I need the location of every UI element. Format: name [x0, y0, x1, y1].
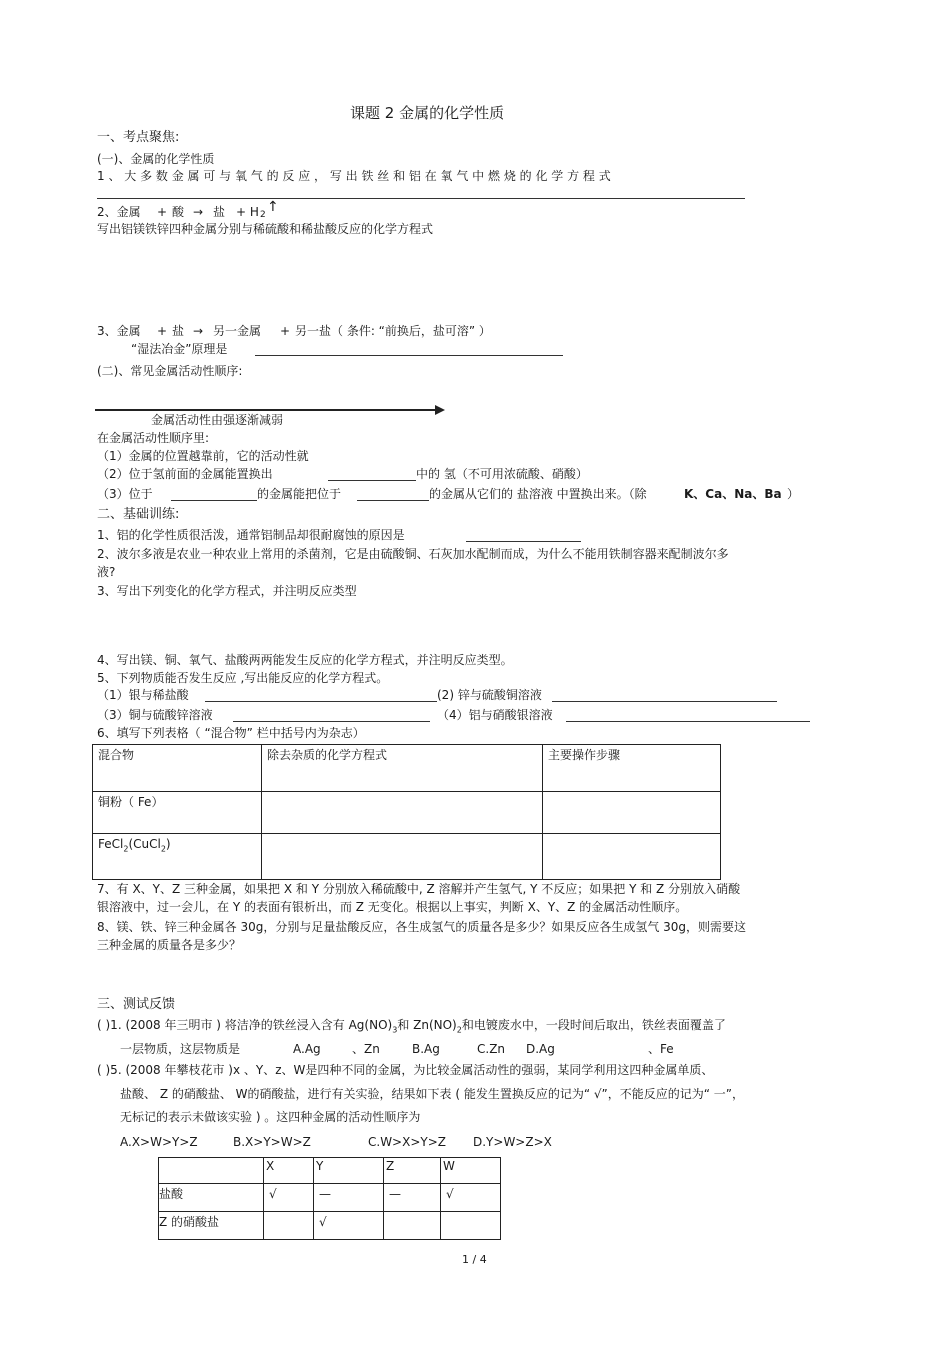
- arrow-head-icon: [435, 405, 445, 415]
- table-cell-empty: [543, 834, 721, 880]
- test-1-option-c: C.Zn: [477, 1042, 506, 1056]
- subheading-activity-series: (二)、常见金属活动性顺序:: [97, 364, 243, 378]
- test-1-text: ( )1. (2008 年三明市 ) 将洁净的铁丝浸入含有 Ag(NO): [97, 1018, 393, 1032]
- order-intro: 在金属活动性顺序里:: [97, 431, 210, 445]
- test-5-option-d: D.Y>W>Z>X: [473, 1135, 552, 1149]
- q2-h: + H: [236, 205, 259, 219]
- table-header-x: X: [264, 1158, 314, 1184]
- table-cell-empty: [384, 1212, 441, 1240]
- q3-other-metal: 另一金属: [213, 324, 262, 338]
- practice-5-3: （3）铜与硫酸锌溶液: [97, 708, 213, 722]
- test-1-text: 和电镀废水中，一段时间后取出，铁丝表面覆盖了: [461, 1018, 726, 1032]
- test-1d: 一层物质，这层物质是: [120, 1042, 241, 1056]
- order-point-3b: 的金属能把位于: [257, 487, 342, 501]
- q3-plus2: +: [280, 324, 291, 338]
- table-cell-check: √: [314, 1212, 384, 1240]
- order-point-3e: ）: [787, 487, 800, 501]
- fecl2-text: FeCl: [98, 837, 124, 851]
- test-5a: ( )5. (2008 年攀枝花市 )x 、Y、z、W是四种不同的金属，为比较金属活动性的强弱，某同学利用这四种金属单质、: [97, 1063, 714, 1077]
- up-arrow-icon: ↑: [267, 199, 279, 215]
- q2-acid: 酸: [172, 205, 185, 219]
- table-header-equation: 除去杂质的化学方程式: [262, 745, 543, 792]
- practice-2b: 液?: [97, 565, 116, 579]
- practice-8a: 8、镁、铁、锌三种金属各 30g，分别与足量盐酸反应，各生成氢气的质量各是多少？如果反应各生成氢气 30g，则需要这: [97, 920, 747, 934]
- answer-line-o3a: [171, 500, 257, 501]
- page-title: 课题 2 金属的化学性质: [350, 104, 505, 122]
- subscript: 3: [392, 1025, 398, 1035]
- table-cell-dash: —: [314, 1184, 384, 1212]
- practice-4: 4、写出镁、铜、氧气、盐酸两两能发生反应的化学方程式，并注明反应类型。: [97, 653, 513, 667]
- table-cell-dash: —: [384, 1184, 441, 1212]
- table-row-label-hcl: 盐酸: [159, 1184, 264, 1212]
- answer-line-q1: [97, 198, 745, 199]
- order-point-3d: K、Ca、Na、Ba: [684, 487, 782, 501]
- table-cell-empty: [441, 1212, 501, 1240]
- practice-2a: 2、波尔多液是农业一种农业上常用的杀菌剂，它是由硫酸铜、石灰加水配制而成，为什么不能用铁制容器来配制波尔多: [97, 547, 729, 561]
- paren-close: ): [165, 837, 171, 851]
- practice-5-1: （1）银与稀盐酸: [97, 688, 189, 702]
- reaction-table: [158, 1157, 501, 1240]
- practice-5: 5、下列物质能否发生反应 ,写出能反应的化学方程式。: [97, 671, 389, 685]
- test-1-option-a: A.Ag: [293, 1042, 321, 1056]
- subscript: 2: [123, 844, 129, 854]
- test-1-option-b: B.Ag: [412, 1042, 440, 1056]
- table-row-label-z-nitrate: Z 的硝酸盐: [159, 1212, 264, 1240]
- test-1a: [97, 1019, 726, 1034]
- q3-salt: 盐: [172, 324, 185, 338]
- test-5-option-a: A.X>W>Y>Z: [120, 1135, 198, 1149]
- table-cell-empty: [262, 792, 543, 834]
- section-heading-2: 二、基础训练:: [97, 507, 180, 522]
- test-1-option-a-zn: 、Zn: [352, 1042, 380, 1056]
- test-1-option-d-fe: 、Fe: [648, 1042, 674, 1056]
- answer-line-p5-1: [205, 701, 437, 702]
- answer-line-p5-4: [566, 721, 810, 722]
- table-header-steps: 主要操作步骤: [543, 745, 721, 792]
- wet-metallurgy-prompt: “湿法冶金”原理是: [131, 342, 228, 356]
- q3-arrow: →: [193, 324, 204, 338]
- order-point-2b: 中的 氢（不可用浓硫酸、硝酸）: [416, 467, 588, 481]
- q3-part: 3、金属: [97, 324, 141, 338]
- test-5c: 无标记的表示未做该实验 ) 。这四种金属的活动性顺序为: [120, 1110, 421, 1124]
- test-5b: 盐酸、 Z 的硝酸盐、 W的硝酸盐，进行有关实验，结果如下表 ( 能发生置换反应的记为“ √”，不能反应的记为“ 一”，: [120, 1087, 744, 1101]
- activity-arrow-line: [95, 409, 435, 411]
- answer-line-p5-3: [233, 721, 430, 722]
- test-5-option-c: C.W>X>Y>Z: [368, 1135, 446, 1149]
- section-heading-3: 三、测试反馈: [97, 997, 176, 1012]
- q2-salt: 盐: [213, 205, 226, 219]
- section-heading-1: 一、考点聚焦:: [97, 130, 180, 145]
- q3-plus: +: [157, 324, 168, 338]
- table-cell-empty: [262, 834, 543, 880]
- practice-5-2: (2) 锌与硫酸铜溶液: [437, 688, 542, 702]
- answer-line-p5-2: [552, 701, 777, 702]
- q2-plus: +: [157, 205, 168, 219]
- q2-part: 2、金属: [97, 205, 141, 219]
- table-cell-check: √: [264, 1184, 314, 1212]
- table-cell-fecl2: [93, 834, 262, 880]
- practice-8b: 三种金属的质量各是多少？: [97, 938, 242, 952]
- subscript: 2: [456, 1025, 462, 1035]
- answer-line-o2: [328, 480, 416, 481]
- practice-7b: 银溶液中，过一会儿，在 Y 的表面有银析出，而 Z 无变化。根据以上事实，判断 X、Y、Z 的金属活动性顺序。: [97, 900, 688, 914]
- answer-line-p1: [466, 541, 581, 542]
- table-header-mixture: 混合物: [93, 745, 262, 792]
- page-number: 1 / 4: [462, 1253, 487, 1266]
- practice-5-4: （4）铝与硝酸银溶液: [437, 708, 553, 722]
- cucl2-text: (CuCl: [128, 837, 161, 851]
- practice-6: 6、填写下列表格（ “混合物” 栏中括号内为杂志）: [97, 726, 365, 740]
- order-point-2a: （2）位于氢前面的金属能置换出: [97, 467, 273, 481]
- practice-3: 3、写出下列变化的化学方程式，并注明反应类型: [97, 584, 357, 598]
- answer-line-wet: [255, 355, 563, 356]
- table-cell-check: √: [441, 1184, 501, 1212]
- subscript: 2: [160, 844, 166, 854]
- table-cell-copper-powder: 铜粉（ Fe）: [93, 792, 262, 834]
- impurity-table: [92, 744, 721, 880]
- test-1-option-d: D.Ag: [526, 1042, 555, 1056]
- q2-arrow: →: [193, 205, 204, 219]
- test-5-option-b: B.X>Y>W>Z: [233, 1135, 311, 1149]
- table-header-z: Z: [384, 1158, 441, 1184]
- q2-subscript: 2: [260, 210, 266, 220]
- q2-note: 写出铝镁铁锌四种金属分别与稀硫酸和稀盐酸反应的化学方程式: [97, 222, 434, 236]
- q3-condition: 另一盐（ 条件: “前换后，盐可溶” ）: [295, 324, 491, 338]
- table-cell-empty: [264, 1212, 314, 1240]
- test-1-text: 和 Zn(NO): [397, 1018, 457, 1032]
- subheading-chemical-properties: (一)、金属的化学性质: [97, 152, 215, 166]
- order-point-3a: （3）位于: [97, 487, 153, 501]
- order-point-1: （1）金属的位置越靠前，它的活动性就: [97, 449, 309, 463]
- table-corner: [159, 1158, 264, 1184]
- answer-line-o3b: [357, 500, 429, 501]
- arrow-label: 金属活动性由强逐渐减弱: [151, 413, 284, 427]
- table-cell-empty: [543, 792, 721, 834]
- practice-7a: 7、有 X、Y、Z 三种金属，如果把 X 和 Y 分别放入稀硫酸中, Z 溶解并产生氢气, Y 不反应；如果把 Y 和 Z 分别放入硝酸: [97, 882, 741, 896]
- question-1: 1 、 大 多 数 金 属 可 与 氧 气 的 反 应 ， 写 出 铁 丝 和 铝 在 氧 气 中 燃 烧 的 化 学 方 程 式: [97, 169, 611, 183]
- practice-1: 1、铝的化学性质很活泼，通常铝制品却很耐腐蚀的原因是: [97, 528, 405, 542]
- table-header-y: Y: [314, 1158, 384, 1184]
- order-point-3c: 的金属从它们的 盐溶液 中置换出来。（除: [429, 487, 647, 501]
- table-header-w: W: [441, 1158, 501, 1184]
